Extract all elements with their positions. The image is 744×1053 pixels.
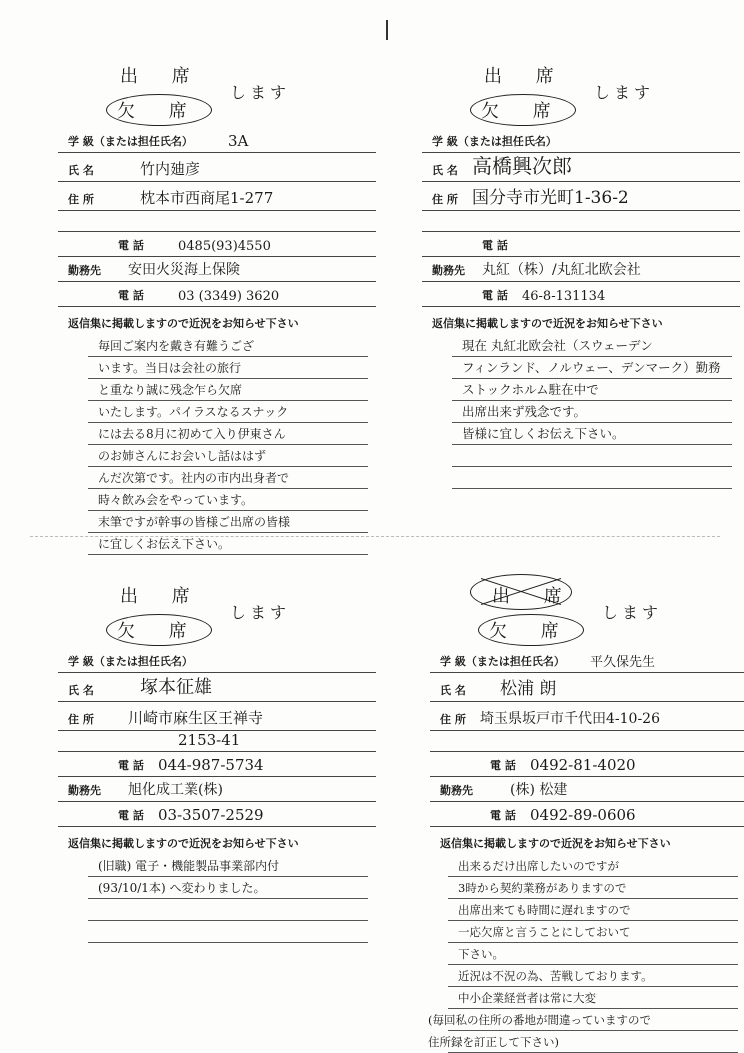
message-line: 現在 丸紅北欧会社（スウェーデン	[462, 338, 653, 353]
work-phone-value: 03 (3349) 3620	[178, 289, 280, 304]
work-phone-label: 電 話	[490, 809, 516, 822]
address-value: 埼玉県坂戸市千代田4-10-26	[480, 711, 660, 727]
grade-label: 学 級（または担任氏名）	[68, 135, 193, 148]
attendance-choice	[58, 570, 376, 650]
address-label: 住 所	[68, 713, 94, 726]
work-phone-label: 電 話	[118, 809, 144, 822]
grade-label: 学 級（または担任氏名）	[68, 655, 193, 668]
shimasu-label: します	[230, 603, 291, 622]
work-label: 勤務先	[68, 784, 101, 797]
grade-label: 学 級（または担任氏名）	[440, 655, 565, 668]
name-value: 塚本征雄	[140, 677, 212, 698]
message-line: 末筆ですが幹事の皆様ご出席の皆様	[98, 515, 291, 529]
work-label: 勤務先	[68, 264, 101, 277]
address-value: 川崎市麻生区王禅寺	[128, 709, 264, 727]
phone-value: 0492-81-4020	[530, 756, 636, 774]
note-label: 返信集に掲載しますので近況をお知らせ下さい	[68, 837, 299, 850]
address-label: 住 所	[68, 193, 94, 206]
note-label: 返信集に掲載しますので近況をお知らせ下さい	[432, 317, 663, 330]
message-line: 出席出来ず残念です。	[462, 404, 587, 419]
name-label: 氏 名	[432, 164, 458, 177]
phone-label: 電 話	[118, 239, 144, 252]
work-phone-label: 電 話	[482, 289, 508, 302]
phone-value: 0485(93)4550	[178, 239, 271, 254]
work-phone-value: 46-8-131134	[522, 289, 606, 304]
reply-card-1	[58, 50, 376, 555]
name-label: 氏 名	[68, 164, 94, 177]
work-value: 旭化成工業(株)	[128, 782, 223, 798]
fold-mark	[386, 20, 388, 40]
address-label: 住 所	[440, 713, 466, 726]
attend-option[interactable]: 出 席	[120, 66, 204, 87]
message-line: います。当日は会社の旅行	[98, 361, 242, 375]
shimasu-label: します	[230, 83, 291, 102]
attend-option-struck[interactable]: 出 席	[492, 586, 576, 607]
absent-option-circled[interactable]: 欠 席	[106, 94, 212, 126]
message-lines	[88, 855, 368, 943]
message-line: 中小企業経営者は常に大変	[458, 991, 596, 1005]
name-value: 竹内廸彦	[140, 160, 201, 178]
name-value: 松浦 朗	[500, 679, 557, 699]
message-line: (毎回私の住所の番地が間違っていますので	[428, 1013, 651, 1027]
work-label: 勤務先	[440, 784, 473, 797]
work-value: (株) 松建	[510, 782, 568, 798]
address-value: 枕本市西商尾1-277	[140, 189, 274, 207]
message-line: (93/10/1本) へ変わりました。	[98, 881, 266, 895]
message-line: のお姉さんにお会いし話ははず	[98, 449, 267, 463]
work-phone-value: 0492-89-0606	[530, 806, 636, 824]
address-label: 住 所	[432, 193, 458, 206]
message-line: 一応欠席と言うことにしておいて	[458, 925, 631, 939]
name-label: 氏 名	[68, 684, 94, 697]
reply-card-4	[430, 570, 744, 1053]
attendance-choice	[58, 50, 376, 130]
message-lines	[452, 335, 732, 489]
message-line: 近況は不況の為、苦戦しております。	[458, 969, 653, 983]
message-line: 住所録を訂正して下さい)	[428, 1035, 559, 1049]
message-line: と重なり誠に残念乍ら欠席	[98, 383, 243, 397]
message-line: 毎回ご案内を戴き有難うござ	[98, 339, 255, 353]
attend-option[interactable]: 出 席	[484, 66, 568, 87]
absent-option-circled[interactable]: 欠 席	[470, 94, 576, 126]
message-line: 3時から契約業務がありますので	[458, 881, 627, 895]
reply-card-3	[58, 570, 376, 943]
message-line: ストックホルム駐在中で	[462, 382, 599, 397]
work-label: 勤務先	[432, 264, 465, 277]
message-line: 下さい。	[458, 947, 504, 961]
address-value: 国分寺市光町1-36-2	[472, 188, 629, 208]
message-line: 出来るだけ出席したいのですが	[458, 859, 619, 873]
message-line: 時々飲み会をやっています。	[98, 493, 254, 507]
phone-label: 電 話	[482, 239, 508, 252]
message-line: 出席出来ても時間に遅れますので	[458, 903, 631, 917]
name-label: 氏 名	[440, 684, 466, 697]
note-label: 返信集に掲載しますので近況をお知らせ下さい	[440, 837, 671, 850]
message-line: (旧職) 電子・機能製品事業部内付	[98, 859, 280, 873]
address-line2: 2153-41	[178, 731, 241, 749]
message-line: んだ次第です。社内の市内出身者で	[98, 471, 290, 485]
reply-card-2	[422, 50, 740, 489]
grade-value: 平久保先生	[590, 655, 656, 670]
message-lines	[88, 335, 368, 555]
work-phone-label: 電 話	[118, 289, 144, 302]
note-label: 返信集に掲載しますので近況をお知らせ下さい	[68, 317, 299, 330]
phone-label: 電 話	[490, 759, 516, 772]
message-line: には去る8月に初めて入り伊東さん	[98, 427, 286, 441]
work-value: 安田火災海上保険	[128, 262, 240, 278]
shimasu-label: します	[594, 83, 655, 102]
grade-label: 学 級（または担任氏名）	[432, 135, 557, 148]
grade-value: 3A	[228, 132, 249, 150]
attend-option[interactable]: 出 席	[120, 586, 204, 607]
work-phone-value: 03-3507-2529	[158, 806, 264, 824]
name-value: 高橋興次郎	[472, 154, 572, 178]
message-line: 皆様に宜しくお伝え下さい。	[462, 426, 625, 441]
shimasu-label: します	[602, 603, 663, 622]
phone-value: 044-987-5734	[158, 756, 264, 774]
message-line: フィンランド、ノルウェー、デンマーク）勤務	[462, 360, 721, 375]
attendance-choice	[422, 50, 740, 130]
message-lines	[428, 855, 738, 1053]
absent-option-circled[interactable]: 欠 席	[478, 614, 584, 646]
phone-label: 電 話	[118, 759, 144, 772]
attendance-choice	[430, 570, 744, 650]
work-value: 丸紅（株）/丸紅北欧会社	[482, 262, 641, 278]
message-line: いたします。パイラスなるスナック	[98, 405, 289, 419]
absent-option-circled[interactable]: 欠 席	[106, 614, 212, 646]
message-line: に宜しくお伝え下さい。	[98, 537, 231, 551]
